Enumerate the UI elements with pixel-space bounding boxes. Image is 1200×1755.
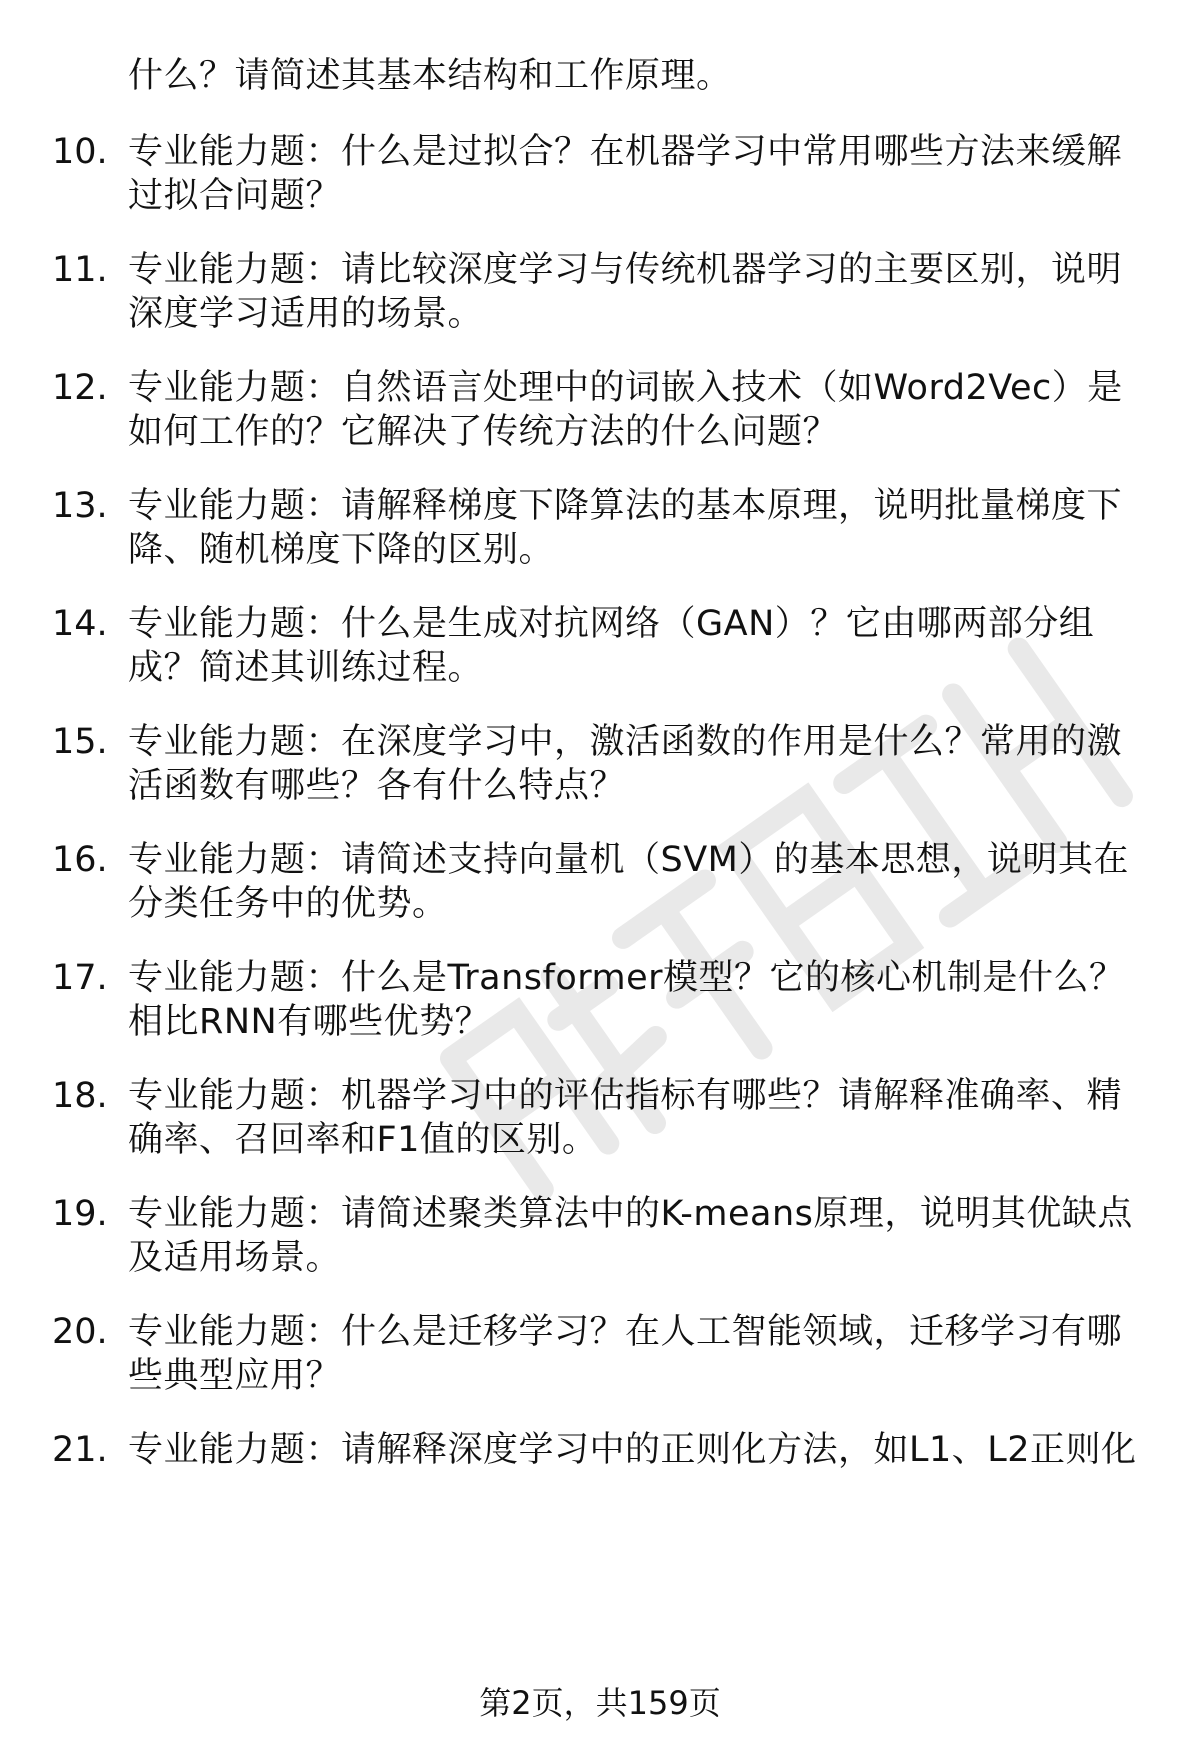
question-number: 19.	[52, 1194, 108, 1234]
question-text-line2: 过拟合问题？	[128, 176, 342, 216]
question-text-line1: 专业能力题：请解释深度学习中的正则化方法，如L1、L2正则化	[128, 1430, 1137, 1470]
question-text-line1: 专业能力题：请简述支持向量机（SVM）的基本思想，说明其在	[128, 840, 1129, 880]
question-number: 14.	[52, 604, 108, 644]
question-number: 20.	[52, 1312, 108, 1352]
question-text-line1: 专业能力题：什么是迁移学习？在人工智能领域，迁移学习有哪	[128, 1312, 1123, 1352]
question-text-line2: 些典型应用？	[128, 1356, 342, 1396]
question-number: 13.	[52, 486, 108, 526]
question-text-line1: 专业能力题：自然语言处理中的词嵌入技术（如Word2Vec）是	[128, 368, 1123, 408]
question-text-line1: 专业能力题：请解释梯度下降算法的基本原理，说明批量梯度下	[128, 486, 1123, 526]
question-number: 12.	[52, 368, 108, 408]
question-number: 21.	[52, 1430, 108, 1470]
question-text-line1: 专业能力题：什么是过拟合？在机器学习中常用哪些方法来缓解	[128, 132, 1123, 172]
question-number: 16.	[52, 840, 108, 880]
continuation-text: 什么？请简述其基本结构和工作原理。	[128, 56, 732, 96]
question-text-line2: 分类任务中的优势。	[128, 884, 448, 924]
question-text-line2: 降、随机梯度下降的区别。	[128, 530, 555, 570]
question-number: 11.	[52, 250, 108, 290]
question-text-line2: 确率、召回率和F1值的区别。	[128, 1120, 598, 1160]
question-text-line1: 专业能力题：请比较深度学习与传统机器学习的主要区别，说明	[128, 250, 1123, 290]
question-text-line2: 及适用场景。	[128, 1238, 342, 1278]
question-text-line1: 专业能力题：什么是Transformer模型？它的核心机制是什么？	[128, 958, 1125, 998]
question-text-line2: 成？简述其训练过程。	[128, 648, 484, 688]
question-text-line2: 相比RNN有哪些优势？	[128, 1002, 491, 1042]
question-number: 17.	[52, 958, 108, 998]
question-number: 15.	[52, 722, 108, 762]
question-text-line1: 专业能力题：请简述聚类算法中的K-means原理，说明其优缺点	[128, 1194, 1133, 1234]
question-text-line2: 如何工作的？它解决了传统方法的什么问题？	[128, 412, 839, 452]
question-text-line1: 专业能力题：在深度学习中，激活函数的作用是什么？常用的激	[128, 722, 1123, 762]
question-number: 10.	[52, 132, 108, 172]
page-footer: 第2页，共159页	[479, 1684, 721, 1722]
question-text-line2: 活函数有哪些？各有什么特点？	[128, 766, 626, 806]
question-text-line1: 专业能力题：什么是生成对抗网络（GAN）？它由哪两部分组	[128, 604, 1095, 644]
question-text-line1: 专业能力题：机器学习中的评估指标有哪些？请解释准确率、精	[128, 1076, 1123, 1116]
question-number: 18.	[52, 1076, 108, 1116]
question-text-line2: 深度学习适用的场景。	[128, 294, 484, 334]
